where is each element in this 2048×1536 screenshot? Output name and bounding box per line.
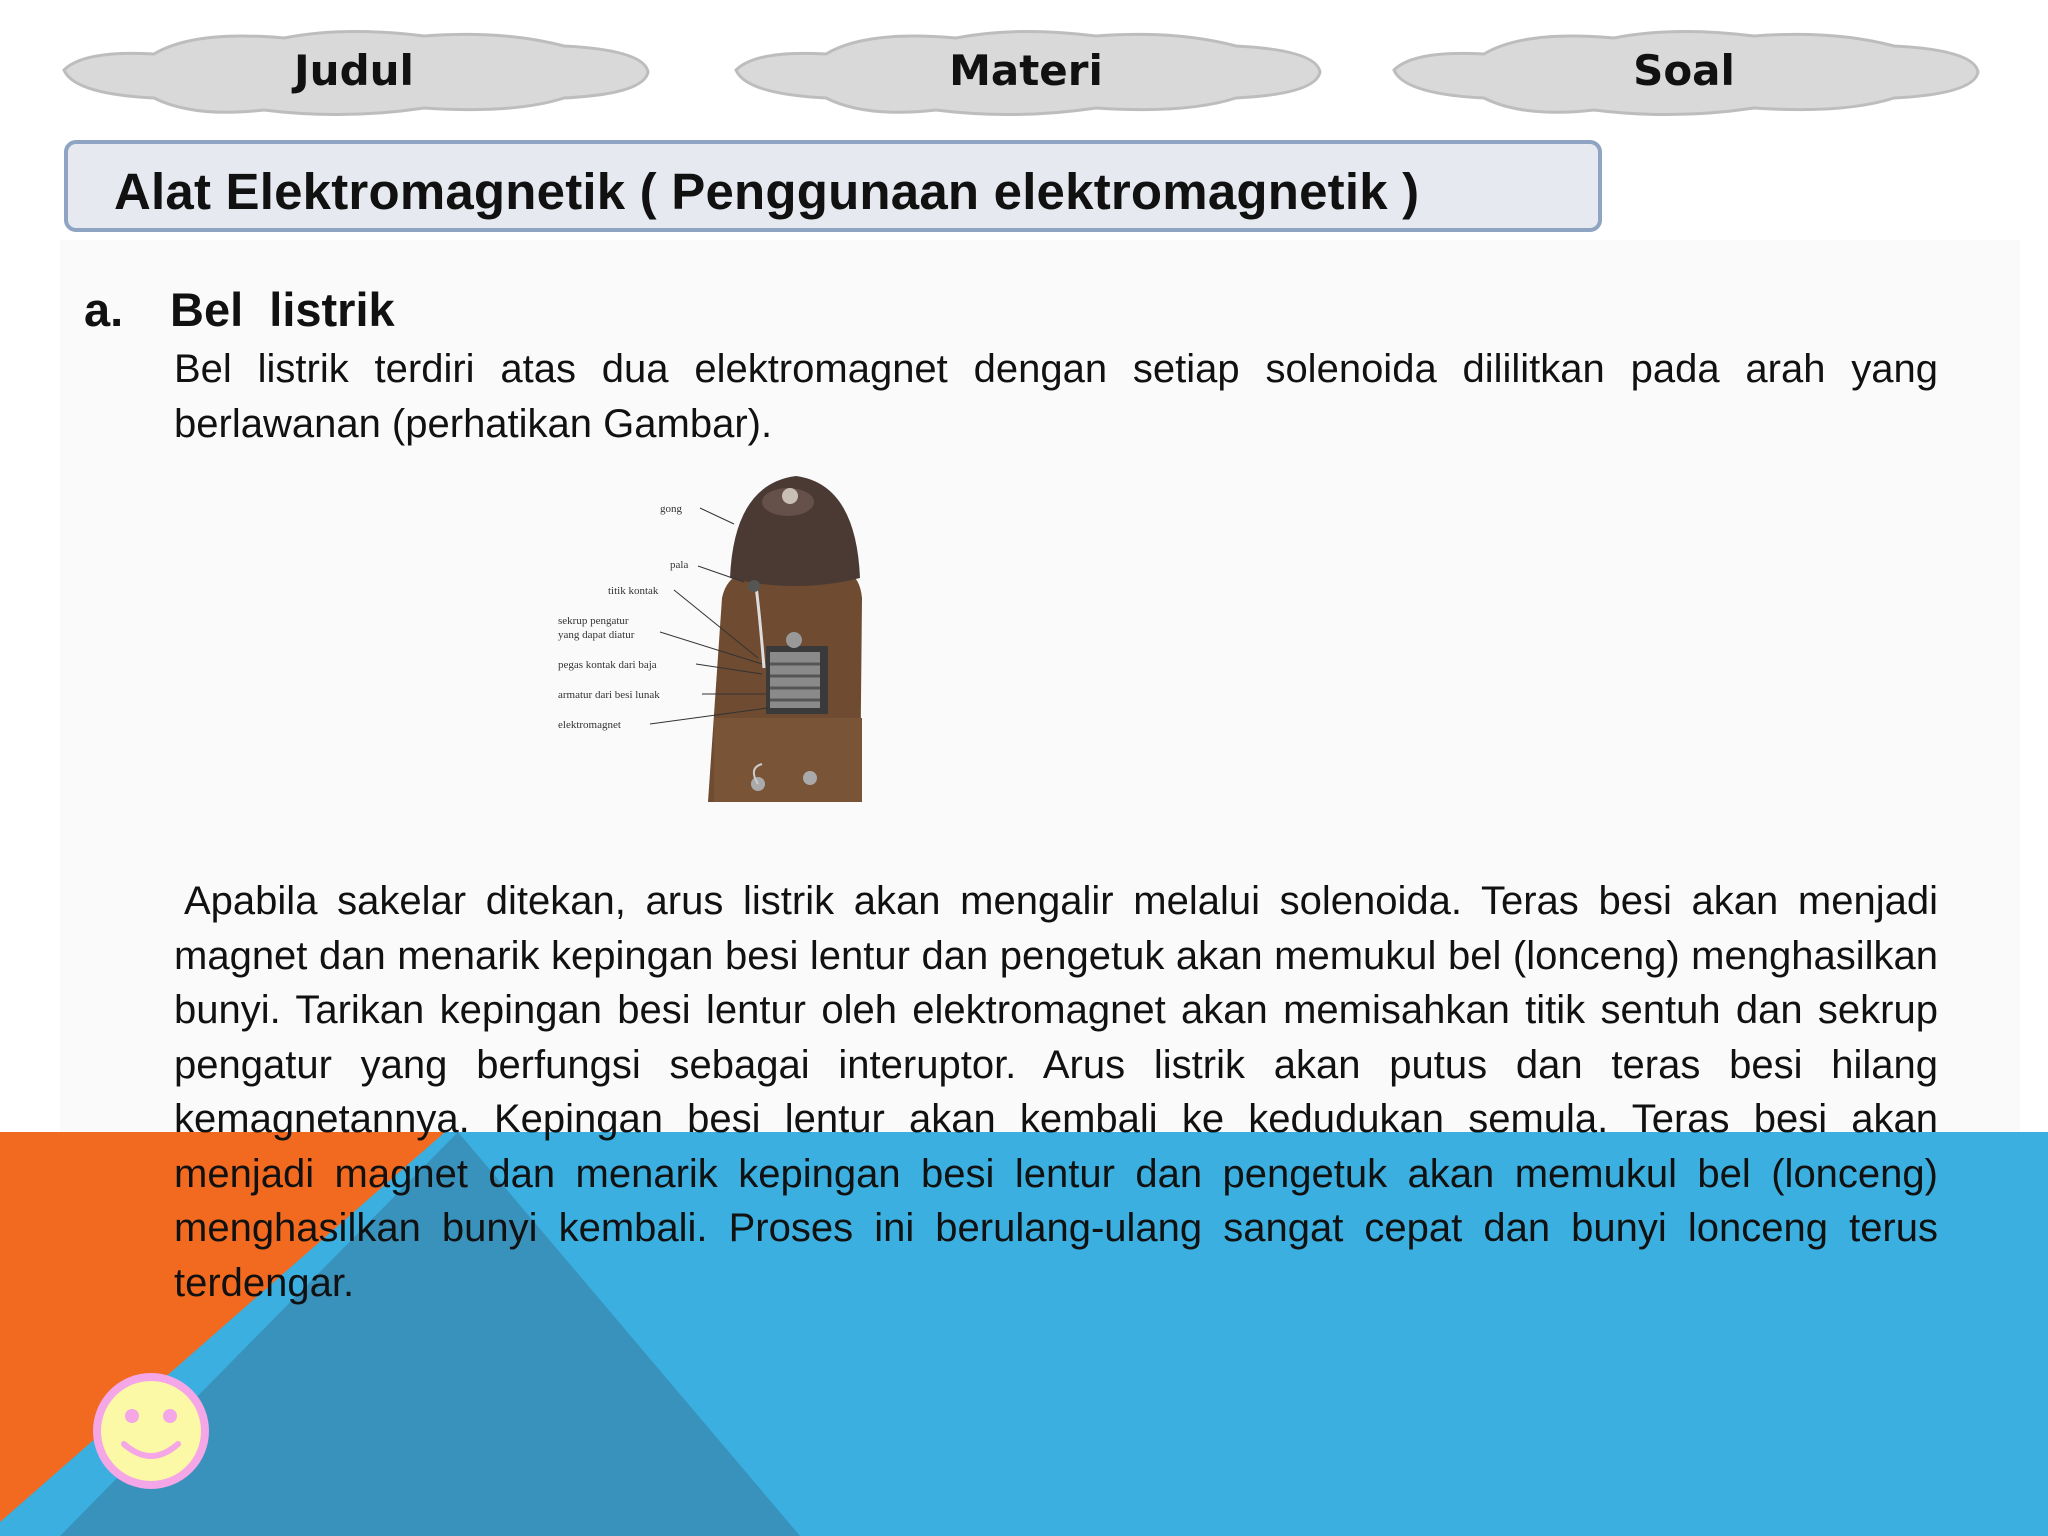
slide-navigation <box>0 28 2048 118</box>
slide-title-box <box>64 140 1602 232</box>
nav-button-judul[interactable] <box>44 28 664 118</box>
label-sekrup-2: yang dapat diatur <box>558 629 635 641</box>
nav-button-materi[interactable] <box>716 28 1336 118</box>
slide-title: Alat Elektromagnetik ( Penggunaan elektromagnetik ) <box>114 163 1420 220</box>
label-sekrup: sekrup pengatur <box>558 615 629 627</box>
nav-button-soal[interactable] <box>1374 28 1994 118</box>
section-title: Bel listrik <box>170 283 395 336</box>
intro-paragraph: Bel listrik terdiri atas dua elektromagnet dengan setiap solenoida dililitkan pada arah yang berlawanan (perhatikan Gambar). <box>174 347 1938 446</box>
nav-label: Judul <box>294 46 414 95</box>
label-pegas: pegas kontak dari baja <box>558 659 657 671</box>
body-paragraph: Apabila sakelar ditekan, arus listrik akan mengalir melalui solenoida. Teras besi akan menjadi magnet dan menarik kepingan besi lentur dan pengetuk akan memukul bel (lonceng) menghasilkan bunyi. Tarikan kepingan besi lentur oleh elektromagnet akan memisahkan titik sentuh dan sekrup pengatur yang berfungsi sebagai interuptor. Arus listrik akan putus dan teras besi hilang kemagnetannya. Kepingan besi lentur akan kembali ke kedudukan semula. Teras besi akan menjadi magnet dan menarik kepingan besi lentur dan pengetuk akan memukul bel (lonceng) menghasilkan bunyi kembali. Proses ini berulang-ulang sangat cepat dan bunyi lonceng terus terdengar. <box>174 879 1938 1305</box>
label-elektromagnet: elektromagnet <box>558 719 621 731</box>
label-armatur: armatur dari besi lunak <box>558 689 660 701</box>
label-gong: gong <box>660 503 682 515</box>
nav-label: Materi <box>949 46 1103 95</box>
electric-bell-image <box>548 468 888 808</box>
section-marker: a. <box>84 283 124 336</box>
smiley-icon <box>92 1372 210 1490</box>
label-pala: pala <box>670 559 689 571</box>
nav-label: Soal <box>1633 46 1735 95</box>
label-titik-kontak: titik kontak <box>608 585 659 597</box>
section-heading <box>84 282 395 337</box>
